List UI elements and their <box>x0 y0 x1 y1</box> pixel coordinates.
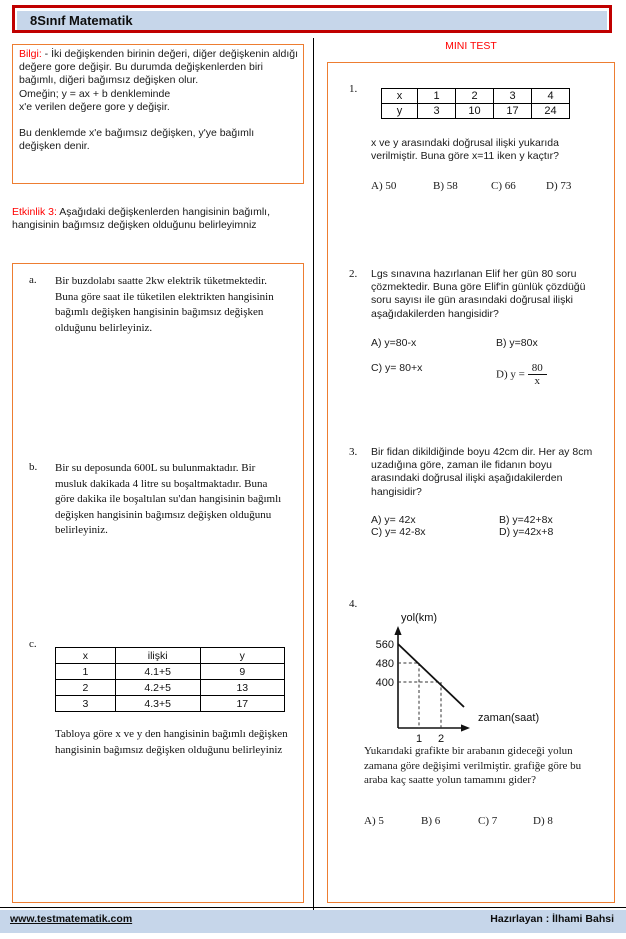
q1-y-2: 10 <box>456 104 494 119</box>
q4-option-a[interactable]: A) 5 <box>364 815 384 827</box>
q2-option-b[interactable]: B) y=80x <box>496 337 538 349</box>
page-title: 8Sınıf Matematik <box>30 13 133 28</box>
q2-text: Lgs sınavına hazırlanan Elif her gün 80 soru çözmektedir. Buna göre Elif'in günlük çözdüğü soru sayısı ile gün arasındaki doğrusal ilişki aşağıdakilerden hangisidir? <box>371 268 586 320</box>
bilgi-text-block <box>19 48 299 154</box>
cell-r0c2: 9 <box>200 664 284 680</box>
header-cell-y: y <box>200 648 284 664</box>
q3-options-row-2 <box>371 526 603 538</box>
q3-option-d[interactable]: D) y=42x+8 <box>499 526 554 538</box>
relation-table <box>55 647 285 712</box>
q1-number: 1. <box>349 83 358 95</box>
q1-option-c[interactable]: C) 66 <box>491 180 516 192</box>
x-tick-2: 2 <box>437 733 445 745</box>
q2-option-d-fraction <box>528 362 547 387</box>
activity-item-b <box>29 461 289 539</box>
bilgi-label: Bilgi: <box>19 48 42 60</box>
q3-text: Bir fidan dikildiğinde boyu 42cm dir. Her ay 8cm uzadığına göre, zaman ile fidanın boyu arasındaki doğrusal ilişki aşağıdakilerden hangisidir? <box>371 446 593 498</box>
graph-svg <box>368 606 573 746</box>
q2-options-row-1 <box>371 337 603 349</box>
q4-option-b[interactable]: B) 6 <box>421 815 441 827</box>
q3-options-row-1 <box>371 514 603 526</box>
footer-author: Hazırlayan : İlhami Bahsi <box>490 913 614 925</box>
q4-text: Yukarıdaki grafikte bir arabanın gideceği yolun zamana göre değişimi verilmiştir. grafiğe göre bu araba kaç saatte yolun tamamını gider? <box>364 745 582 786</box>
q1-options <box>371 180 603 192</box>
footer-website-link[interactable]: www.testmatematik.com <box>10 913 133 925</box>
q2-number: 2. <box>349 268 358 280</box>
q1-options-row <box>371 180 603 192</box>
fraction-denominator: x <box>534 375 540 387</box>
y-tick-480: 480 <box>375 658 394 670</box>
etkinlik-label: Etkinlik 3: <box>12 206 57 218</box>
cell-r1c0: 2 <box>56 680 116 696</box>
q4-options <box>364 815 596 827</box>
speed-distance-graph <box>368 606 573 746</box>
q2-option-a[interactable]: A) y=80-x <box>371 337 417 349</box>
y-tick-400: 400 <box>375 677 394 689</box>
q1-option-b[interactable]: B) 58 <box>433 180 458 192</box>
item-b-marker: b. <box>29 461 38 473</box>
q4-option-d[interactable]: D) 8 <box>533 815 553 827</box>
table-header-row <box>56 648 285 664</box>
bilgi-line-4: Bu denklemde x'e bağımsız değişken, y'ye bağımlı değişken denir. <box>19 127 255 153</box>
footer-rule <box>0 907 626 908</box>
q3-option-c[interactable]: C) y= 42-8x <box>371 526 426 538</box>
table-row <box>56 696 285 712</box>
cell-r0c0: 1 <box>56 664 116 680</box>
q1-x-label: x <box>382 89 418 104</box>
header-cell-x: x <box>56 648 116 664</box>
q2-options-row-2 <box>371 362 603 387</box>
q2-option-d[interactable] <box>496 362 547 387</box>
q1-y-label: y <box>382 104 418 119</box>
q3-number: 3. <box>349 446 358 458</box>
cell-r2c2: 17 <box>200 696 284 712</box>
y-axis-arrow <box>394 626 401 635</box>
q1-option-d[interactable]: D) 73 <box>546 180 572 192</box>
item-c-after-table-text: Tabloya göre x ve y den hangisinin bağımlı değişken hangisinin bağımsız değişken olduğunu belirleyiniz <box>55 728 288 756</box>
y-axis-label: yol(km) <box>401 612 438 624</box>
bilgi-line-2: x'e verilen değere gore y değişir. <box>19 100 170 113</box>
item-a-text: Bir buzdolabı saatte 2kw elektrik tüketmektedir. Buna göre saat ile tüketilen elektrikten hangisinin bağımlı değişken hangisinin bağımsız değişken olduğunu belirleyiniz. <box>55 275 274 334</box>
etkinlik-block <box>12 206 304 232</box>
x-tick-1: 1 <box>415 733 423 745</box>
activity-items-box <box>12 263 304 903</box>
item-a-marker: a. <box>29 274 37 286</box>
x-axis-arrow <box>461 724 470 731</box>
bilgi-line-0: - İki değişkenden birinin değeri, diğer değişkenin aldığı değere gore değişir. Bu durumda değişkenlerden biri bağımlı, diğeri bağımsız değişken olur. <box>19 48 299 87</box>
cell-r1c2: 13 <box>200 680 284 696</box>
column-divider <box>313 38 314 913</box>
q4-number: 4. <box>349 598 358 610</box>
q4-options-row <box>364 815 596 827</box>
q1-row-x <box>382 89 570 104</box>
q1-x-3: 3 <box>494 89 532 104</box>
table-row <box>56 664 285 680</box>
header-cell-iliski: ilişki <box>115 648 200 664</box>
cell-r1c1: 4.2+5 <box>115 680 200 696</box>
q3-options <box>371 514 603 538</box>
q1-x-1: 1 <box>418 89 456 104</box>
item-c-marker: c. <box>29 638 37 650</box>
y-tick-560: 560 <box>375 639 394 651</box>
cell-r0c1: 4.1+5 <box>115 664 200 680</box>
q2-options <box>371 337 603 387</box>
mini-test-title: MINI TEST <box>445 40 497 52</box>
etkinlik-text: Aşağıdaki değişkenlerden hangisinin bağımlı, hangisinin bağımsız değişken olduğunu belirleyimniz <box>12 206 270 232</box>
q1-x-2: 2 <box>456 89 494 104</box>
q3-option-a[interactable]: A) y= 42x <box>371 514 416 526</box>
data-line-yol <box>398 644 464 707</box>
activity-item-a <box>29 274 289 336</box>
table-row <box>56 680 285 696</box>
q3-option-b[interactable]: B) y=42+8x <box>499 514 553 526</box>
cell-r2c1: 4.3+5 <box>115 696 200 712</box>
q2-option-c[interactable]: C) y= 80+x <box>371 362 423 374</box>
cell-r2c0: 3 <box>56 696 116 712</box>
item-b-text: Bir su deposunda 600L su bulunmaktadır. Bir musluk dakikada 4 litre su boşaltmaktadır. Buna göre dakika ile boşaltılan su'dan hangisinin bağımlı değişken hangisinin bağımsız değişken olduğunu belirleyiniz. <box>55 462 282 536</box>
q1-row-y <box>382 104 570 119</box>
q4-option-c[interactable]: C) 7 <box>478 815 498 827</box>
q1-y-3: 17 <box>494 104 532 119</box>
q1-option-a[interactable]: A) 50 <box>371 180 397 192</box>
q2-option-d-label: D) y = <box>496 368 525 381</box>
q1-y-1: 3 <box>418 104 456 119</box>
q1-table <box>381 88 570 119</box>
q1-x-4: 4 <box>532 89 570 104</box>
q1-y-4: 24 <box>532 104 570 119</box>
fraction-numerator: 80 <box>528 362 547 375</box>
q1-text: x ve y arasındaki doğrusal ilişki yukarıda verilmiştir. Buna göre x=11 iken y kaçtır? <box>371 137 560 163</box>
x-axis-label: zaman(saat) <box>478 712 540 724</box>
bilgi-line-1: Omeğin; y = ax + b denkleminde <box>19 87 171 100</box>
